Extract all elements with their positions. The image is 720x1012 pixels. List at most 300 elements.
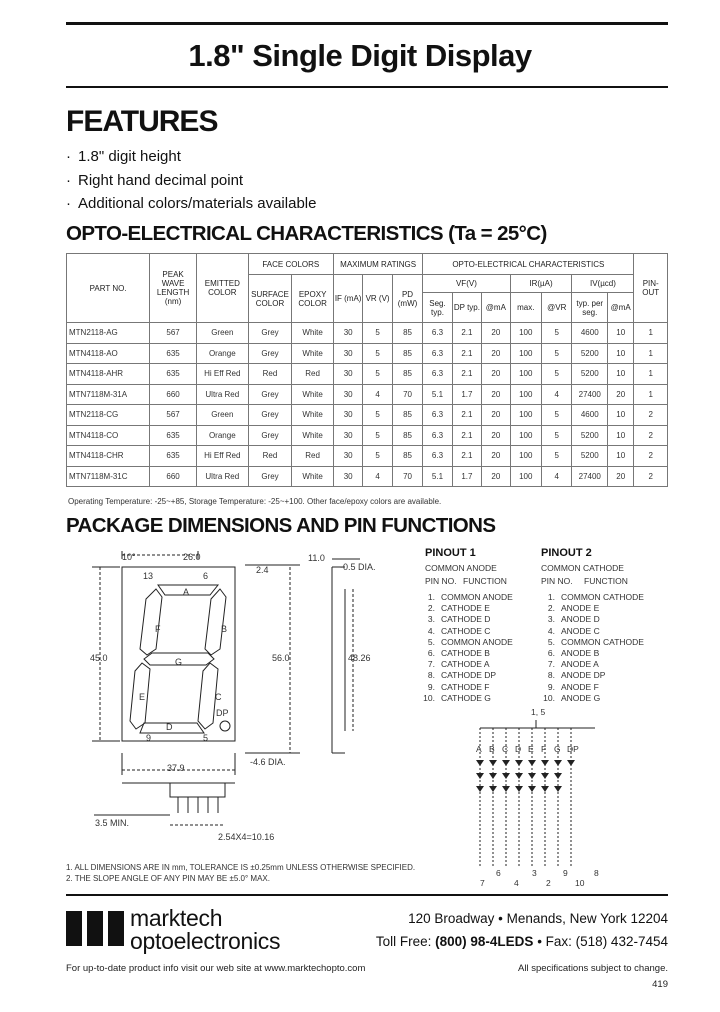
label-5: 5 [203, 733, 209, 743]
pin-number: 9. [547, 681, 555, 692]
pin-function: COMMON ANODE [441, 636, 513, 647]
cell-iv-typ: 5200 [572, 343, 608, 364]
cell-emitted-color: Ultra Red [196, 466, 248, 487]
cell-surface-color: Grey [248, 384, 292, 405]
circuit-segment-label: E [528, 744, 534, 754]
cell-surface-color: Grey [248, 323, 292, 344]
th-at-vr: @VR [542, 293, 572, 323]
cell-vf-dp: 2.1 [452, 425, 481, 446]
label-a: A [183, 587, 190, 597]
pin-function: COMMON ANODE [441, 592, 513, 602]
pin-number: 10. [543, 692, 555, 703]
pin-function: ANODE A [561, 659, 599, 670]
circuit-segment-label: DP [567, 744, 579, 754]
cell-pin-out: 2 [634, 466, 668, 487]
label-dp: DP [216, 708, 229, 718]
circuit-pin-label: 10 [575, 878, 585, 888]
pin-function: COMMON CATHODE [561, 636, 644, 647]
pin-item [541, 592, 644, 603]
th-max: max. [510, 293, 541, 323]
cell-ir-at-vr: 5 [542, 364, 572, 385]
th-at-ma-2: @mA [608, 293, 634, 323]
dim-48-26: 48.26 [348, 653, 371, 663]
cell-vr: 5 [363, 323, 392, 344]
th-typ-per-seg: typ. per seg. [572, 293, 608, 323]
cell-ir-at-vr: 4 [542, 466, 572, 487]
cell-pd: 85 [392, 323, 422, 344]
label-e: E [139, 692, 146, 702]
dim-13: 13 [143, 571, 154, 581]
cell-emitted-color: Green [196, 405, 248, 426]
pin-number: 5. [427, 636, 435, 647]
cell-vf-at-ma: 20 [482, 384, 510, 405]
label-d: D [166, 722, 173, 732]
cell-epoxy-color: Red [292, 364, 334, 385]
cell-iv-at-ma: 10 [608, 405, 634, 426]
cell-ir-max: 100 [510, 405, 541, 426]
pin-item [421, 603, 513, 614]
pin-function: CATHODE C [441, 625, 491, 636]
footer-disclaimer: All specifications subject to change. [518, 963, 668, 974]
cell-epoxy-color: White [292, 425, 334, 446]
cell-iv-at-ma: 10 [608, 364, 634, 385]
cell-iv-at-ma: 10 [608, 343, 634, 364]
cell-iv-typ: 5200 [572, 446, 608, 467]
circuit-segment-label: D [515, 744, 522, 754]
cell-iv-typ: 5200 [572, 364, 608, 385]
cell-vf-at-ma: 20 [482, 446, 510, 467]
cell-iv-typ: 27400 [572, 384, 608, 405]
feature-item: · Additional colors/materials available [66, 195, 317, 212]
pin-item [541, 626, 644, 637]
pin-function: CATHODE A [441, 659, 490, 670]
cell-peak-wave: 635 [150, 446, 197, 467]
cell-vf-at-ma: 20 [482, 405, 510, 426]
table-row [67, 425, 668, 446]
cell-vf-at-ma: 20 [482, 425, 510, 446]
pin-item [541, 659, 644, 670]
cell-surface-color: Grey [248, 343, 292, 364]
cell-ir-at-vr: 5 [542, 323, 572, 344]
footer-rule [66, 894, 668, 896]
pin-item [541, 603, 644, 614]
cell-pd: 85 [392, 446, 422, 467]
cell-epoxy-color: White [292, 405, 334, 426]
cell-vf-seg: 6.3 [423, 323, 452, 344]
pin-number: 4. [547, 625, 555, 636]
cell-vf-at-ma: 20 [482, 364, 510, 385]
pin-item [421, 637, 513, 648]
cell-vf-at-ma: 20 [482, 323, 510, 344]
dim-0-5-dia: -0.5 DIA. [340, 562, 376, 572]
cell-peak-wave: 660 [150, 384, 197, 405]
pin-function: CATHODE B [441, 647, 490, 658]
cell-peak-wave: 660 [150, 466, 197, 487]
pinout1-list [421, 592, 513, 704]
logo-bar-1 [66, 911, 82, 946]
pinout2-col-func: FUNCTION [584, 576, 628, 586]
company-contact [376, 934, 668, 949]
pin-function: ANODE DP [561, 670, 606, 681]
dim-4-6-dia: -4.6 DIA. [250, 757, 286, 767]
circuit-segment-label: C [502, 744, 509, 754]
pinout1-title: PINOUT 1 [425, 547, 476, 559]
dim-2-4: 2.4 [256, 565, 269, 575]
circuit-segment-label: F [541, 744, 547, 754]
circuit-pin-label: 8 [594, 868, 599, 878]
th-opto-char: OPTO-ELECTRICAL CHARACTERISTICS [423, 254, 634, 275]
pin-number: 3. [547, 614, 555, 625]
package-note-1: 1. ALL DIMENSIONS ARE IN mm, TOLERANCE IS ±0.25mm UNLESS OTHERWISE SPECIFIED. [66, 863, 416, 872]
cell-vf-seg: 6.3 [423, 343, 452, 364]
features-heading: FEATURES [66, 105, 218, 138]
dim-3-5-min: 3.5 MIN. [95, 818, 130, 828]
circuit-segment-label: A [476, 744, 482, 754]
cell-pin-out: 1 [634, 384, 668, 405]
dim-45: 45.0 [90, 653, 108, 663]
cell-ir-at-vr: 5 [542, 446, 572, 467]
cell-vf-seg: 6.3 [423, 425, 452, 446]
label-9: 9 [146, 733, 152, 743]
pin-number: 5. [547, 636, 555, 647]
pin-function: ANODE B [561, 647, 600, 658]
cell-part-no: MTN2118-AG [67, 323, 150, 344]
company-name-1: marktech [130, 905, 223, 931]
th-seg-typ: Seg. typ. [423, 293, 452, 323]
cell-ir-at-vr: 5 [542, 405, 572, 426]
circuit-segment-label: B [489, 744, 495, 754]
th-at-ma: @mA [482, 293, 510, 323]
pin-item [421, 659, 513, 670]
cell-if: 30 [333, 466, 362, 487]
cell-pd: 70 [392, 466, 422, 487]
cell-surface-color: Grey [248, 405, 292, 426]
cell-part-no: MTN7118M-31A [67, 384, 150, 405]
circuit-pin-label: 4 [514, 878, 519, 888]
cell-vf-seg: 6.3 [423, 446, 452, 467]
cell-iv-at-ma: 20 [608, 384, 634, 405]
cell-iv-typ: 4600 [572, 405, 608, 426]
opto-heading: OPTO-ELECTRICAL CHARACTERISTICS (Ta = 25°C) [66, 222, 547, 245]
cell-ir-max: 100 [510, 466, 541, 487]
table-row [67, 466, 668, 487]
cell-ir-max: 100 [510, 446, 541, 467]
spec-rows [67, 323, 668, 487]
dim-pin-pitch: 2.54X4=10.16 [218, 832, 275, 842]
cell-pin-out: 1 [634, 364, 668, 385]
pinout1-subtitle: COMMON ANODE [425, 563, 497, 573]
cell-peak-wave: 635 [150, 425, 197, 446]
th-pd: PD (mW) [392, 275, 422, 323]
pin-number: 8. [547, 670, 555, 681]
circuit-pin-label: 2 [546, 878, 551, 888]
table-row [67, 446, 668, 467]
cell-emitted-color: Green [196, 323, 248, 344]
title-rule [66, 86, 668, 88]
pin-number: 6. [547, 647, 555, 658]
pin-number: 2. [547, 603, 555, 614]
pinout2-subtitle: COMMON CATHODE [541, 563, 624, 573]
cell-vf-at-ma: 20 [482, 466, 510, 487]
cell-epoxy-color: White [292, 343, 334, 364]
pin-number: 4. [427, 625, 435, 636]
cell-surface-color: Grey [248, 466, 292, 487]
cell-vf-dp: 2.1 [452, 364, 481, 385]
dim-11: 11.0 [308, 553, 325, 563]
table-row [67, 405, 668, 426]
cell-iv-typ: 4600 [572, 323, 608, 344]
pin-item [541, 637, 644, 648]
cell-vf-dp: 1.7 [452, 466, 481, 487]
pin-item [421, 648, 513, 659]
cell-peak-wave: 567 [150, 405, 197, 426]
pin-number: 6. [427, 647, 435, 658]
spec-table [66, 253, 668, 487]
cell-pd: 85 [392, 405, 422, 426]
cell-ir-at-vr: 5 [542, 425, 572, 446]
cell-pd: 70 [392, 384, 422, 405]
feature-item: · Right hand decimal point [66, 171, 244, 189]
cell-part-no: MTN7118M-31C [67, 466, 150, 487]
feature-item: · 1.8" digit height [66, 148, 181, 165]
label-b: B [221, 624, 228, 634]
segment-f [140, 589, 162, 655]
pin-function: ANODE F [561, 681, 599, 692]
pin-item [541, 682, 644, 693]
pin-number: 10. [423, 692, 435, 703]
pin-item [421, 592, 513, 603]
cell-if: 30 [333, 384, 362, 405]
pin-number: 1. [427, 592, 435, 602]
tollfree-number: (800) 98-4LEDS [435, 934, 534, 949]
cell-vf-dp: 2.1 [452, 343, 481, 364]
cell-vr: 5 [363, 446, 392, 467]
pin-number: 7. [427, 659, 435, 670]
cell-pd: 85 [392, 425, 422, 446]
footer-website: For up-to-date product info visit our web site at www.marktechopto.com [66, 963, 366, 974]
cell-epoxy-color: White [292, 384, 334, 405]
th-peak-wave: PEAK WAVE LENGTH (nm) [150, 254, 197, 323]
cell-epoxy-color: White [292, 466, 334, 487]
cell-vr: 5 [363, 425, 392, 446]
cell-part-no: MTN4118-CO [67, 425, 150, 446]
pin-function: CATHODE F [441, 681, 490, 692]
cell-emitted-color: Hi Eff Red [196, 446, 248, 467]
cell-pin-out: 2 [634, 405, 668, 426]
cell-emitted-color: Hi Eff Red [196, 364, 248, 385]
cell-vr: 5 [363, 343, 392, 364]
features-list [66, 146, 316, 217]
cell-surface-color: Grey [248, 425, 292, 446]
logo-bar-2 [87, 911, 103, 946]
dim-26: 26.0 [183, 552, 201, 562]
cell-if: 30 [333, 405, 362, 426]
tollfree-label: Toll Free: [375, 934, 432, 949]
label-c: C [215, 692, 222, 702]
cell-epoxy-color: White [292, 323, 334, 344]
cell-iv-typ: 5200 [572, 425, 608, 446]
circuit-common-label: 1, 5 [531, 707, 546, 717]
cell-iv-typ: 27400 [572, 466, 608, 487]
cell-emitted-color: Orange [196, 425, 248, 446]
dim-6: 6 [203, 571, 209, 581]
pin-function: CATHODE E [441, 603, 490, 614]
temperature-note: Operating Temperature: -25~+85, Storage Temperature: -25~+100. Other face/epoxy colors are available. [68, 497, 442, 506]
cell-vr: 4 [363, 466, 392, 487]
pin-number: 7. [547, 659, 555, 670]
cell-if: 30 [333, 343, 362, 364]
cell-epoxy-color: Red [292, 446, 334, 467]
pin-function: ANODE D [561, 614, 600, 625]
cell-iv-at-ma: 20 [608, 466, 634, 487]
cell-vf-seg: 5.1 [423, 384, 452, 405]
pinout2-title: PINOUT 2 [541, 547, 592, 559]
th-emitted-color: EMITTED COLOR [196, 254, 248, 323]
page-number: 419 [652, 979, 668, 990]
cell-emitted-color: Orange [196, 343, 248, 364]
pin-function: COMMON CATHODE [561, 592, 644, 602]
pin-number: 8. [427, 670, 435, 681]
cell-iv-at-ma: 10 [608, 323, 634, 344]
th-max-ratings: MAXIMUM RATINGS [333, 254, 422, 275]
package-heading: PACKAGE DIMENSIONS AND PIN FUNCTIONS [66, 514, 496, 537]
pin-function: CATHODE DP [441, 670, 497, 681]
cell-iv-at-ma: 10 [608, 425, 634, 446]
circuit-segment-label: G [554, 744, 561, 754]
cell-ir-max: 100 [510, 425, 541, 446]
cell-pd: 85 [392, 343, 422, 364]
dim-10deg: 10° [122, 552, 136, 562]
cell-vf-dp: 1.7 [452, 384, 481, 405]
pin-item [421, 626, 513, 637]
cell-peak-wave: 635 [150, 364, 197, 385]
pin-item [541, 670, 644, 681]
cell-if: 30 [333, 323, 362, 344]
cell-emitted-color: Ultra Red [196, 384, 248, 405]
table-row [67, 364, 668, 385]
cell-surface-color: Red [248, 446, 292, 467]
pin-number: 1. [547, 592, 555, 602]
pinout2-col-pin: PIN NO. [541, 576, 573, 586]
logo-bar-3 [108, 911, 124, 946]
pin-number: 3. [427, 614, 435, 625]
package-drawing [60, 545, 380, 865]
company-address: 120 Broadway • Menands, New York 12204 [408, 911, 668, 926]
label-g: G [175, 657, 183, 667]
pin-item [541, 648, 644, 659]
cell-vf-seg: 6.3 [423, 364, 452, 385]
cell-ir-max: 100 [510, 384, 541, 405]
cell-ir-at-vr: 4 [542, 384, 572, 405]
cell-peak-wave: 635 [150, 343, 197, 364]
circuit-pin-label: 3 [532, 868, 537, 878]
cell-pd: 85 [392, 364, 422, 385]
pinout2-list [541, 592, 644, 704]
table-row [67, 384, 668, 405]
circuit-pin-label: 9 [563, 868, 568, 878]
pin-item [421, 614, 513, 625]
cell-ir-at-vr: 5 [542, 343, 572, 364]
cell-ir-max: 100 [510, 364, 541, 385]
fax-number: • Fax: (518) 432-7454 [537, 934, 668, 949]
th-pin-out: PIN-OUT [634, 254, 668, 323]
dim-56: 56.0 [272, 653, 290, 663]
segment-b [205, 589, 226, 655]
cell-part-no: MTN4118-CHR [67, 446, 150, 467]
cell-vr: 4 [363, 384, 392, 405]
package-note-2: 2. THE SLOPE ANGLE OF ANY PIN MAY BE ±5.0° MAX. [66, 874, 270, 883]
th-if: IF (mA) [333, 275, 362, 323]
th-face-colors: FACE COLORS [248, 254, 333, 275]
pinout1-col-pin: PIN NO. [425, 576, 457, 586]
th-epoxy-color: EPOXY COLOR [292, 275, 334, 323]
table-row [67, 323, 668, 344]
cell-vf-seg: 5.1 [423, 466, 452, 487]
pin-number: 2. [427, 603, 435, 614]
th-dp-typ: DP typ. [452, 293, 481, 323]
cell-vf-seg: 6.3 [423, 405, 452, 426]
cell-peak-wave: 567 [150, 323, 197, 344]
cell-vf-at-ma: 20 [482, 343, 510, 364]
cell-vr: 5 [363, 364, 392, 385]
th-ir: IR(µA) [510, 275, 572, 293]
cell-if: 30 [333, 446, 362, 467]
th-iv: IV(µcd) [572, 275, 634, 293]
cell-vf-dp: 2.1 [452, 323, 481, 344]
cell-ir-max: 100 [510, 323, 541, 344]
th-part-no: PART NO. [67, 254, 150, 323]
pinout1-col-func: FUNCTION [463, 576, 507, 586]
cell-pin-out: 2 [634, 425, 668, 446]
pin-function: ANODE G [561, 692, 601, 703]
pin-item [541, 614, 644, 625]
cell-vf-dp: 2.1 [452, 446, 481, 467]
cell-vf-dp: 2.1 [452, 405, 481, 426]
th-vf: VF(V) [423, 275, 510, 293]
pin-item [421, 682, 513, 693]
pin-function: CATHODE G [441, 692, 491, 703]
cell-part-no: MTN2118-CG [67, 405, 150, 426]
table-row [67, 343, 668, 364]
page-title: 1.8" Single Digit Display [188, 38, 532, 73]
th-vr: VR (V) [363, 275, 392, 323]
pin-item [541, 693, 644, 704]
cell-pin-out: 2 [634, 446, 668, 467]
company-name-2: optoelectronics [130, 928, 281, 954]
circuit-pin-label: 7 [480, 878, 485, 888]
cell-surface-color: Red [248, 364, 292, 385]
pin-item [421, 693, 513, 704]
cell-if: 30 [333, 364, 362, 385]
top-rule [66, 22, 668, 25]
cell-pin-out: 1 [634, 343, 668, 364]
dim-37-9: 37.9 [167, 763, 185, 773]
decimal-point [220, 721, 230, 731]
cell-part-no: MTN4118-AHR [67, 364, 150, 385]
pin-function: ANODE E [561, 603, 600, 614]
cell-part-no: MTN4118-AO [67, 343, 150, 364]
th-surface-color: SURFACE COLOR [248, 275, 292, 323]
pin-function: CATHODE D [441, 614, 491, 625]
cell-vr: 5 [363, 405, 392, 426]
pin-item [421, 670, 513, 681]
pin-function: ANODE C [561, 625, 600, 636]
cell-ir-max: 100 [510, 343, 541, 364]
cell-if: 30 [333, 425, 362, 446]
circuit-pin-label: 6 [496, 868, 501, 878]
cell-pin-out: 1 [634, 323, 668, 344]
pin-number: 9. [427, 681, 435, 692]
